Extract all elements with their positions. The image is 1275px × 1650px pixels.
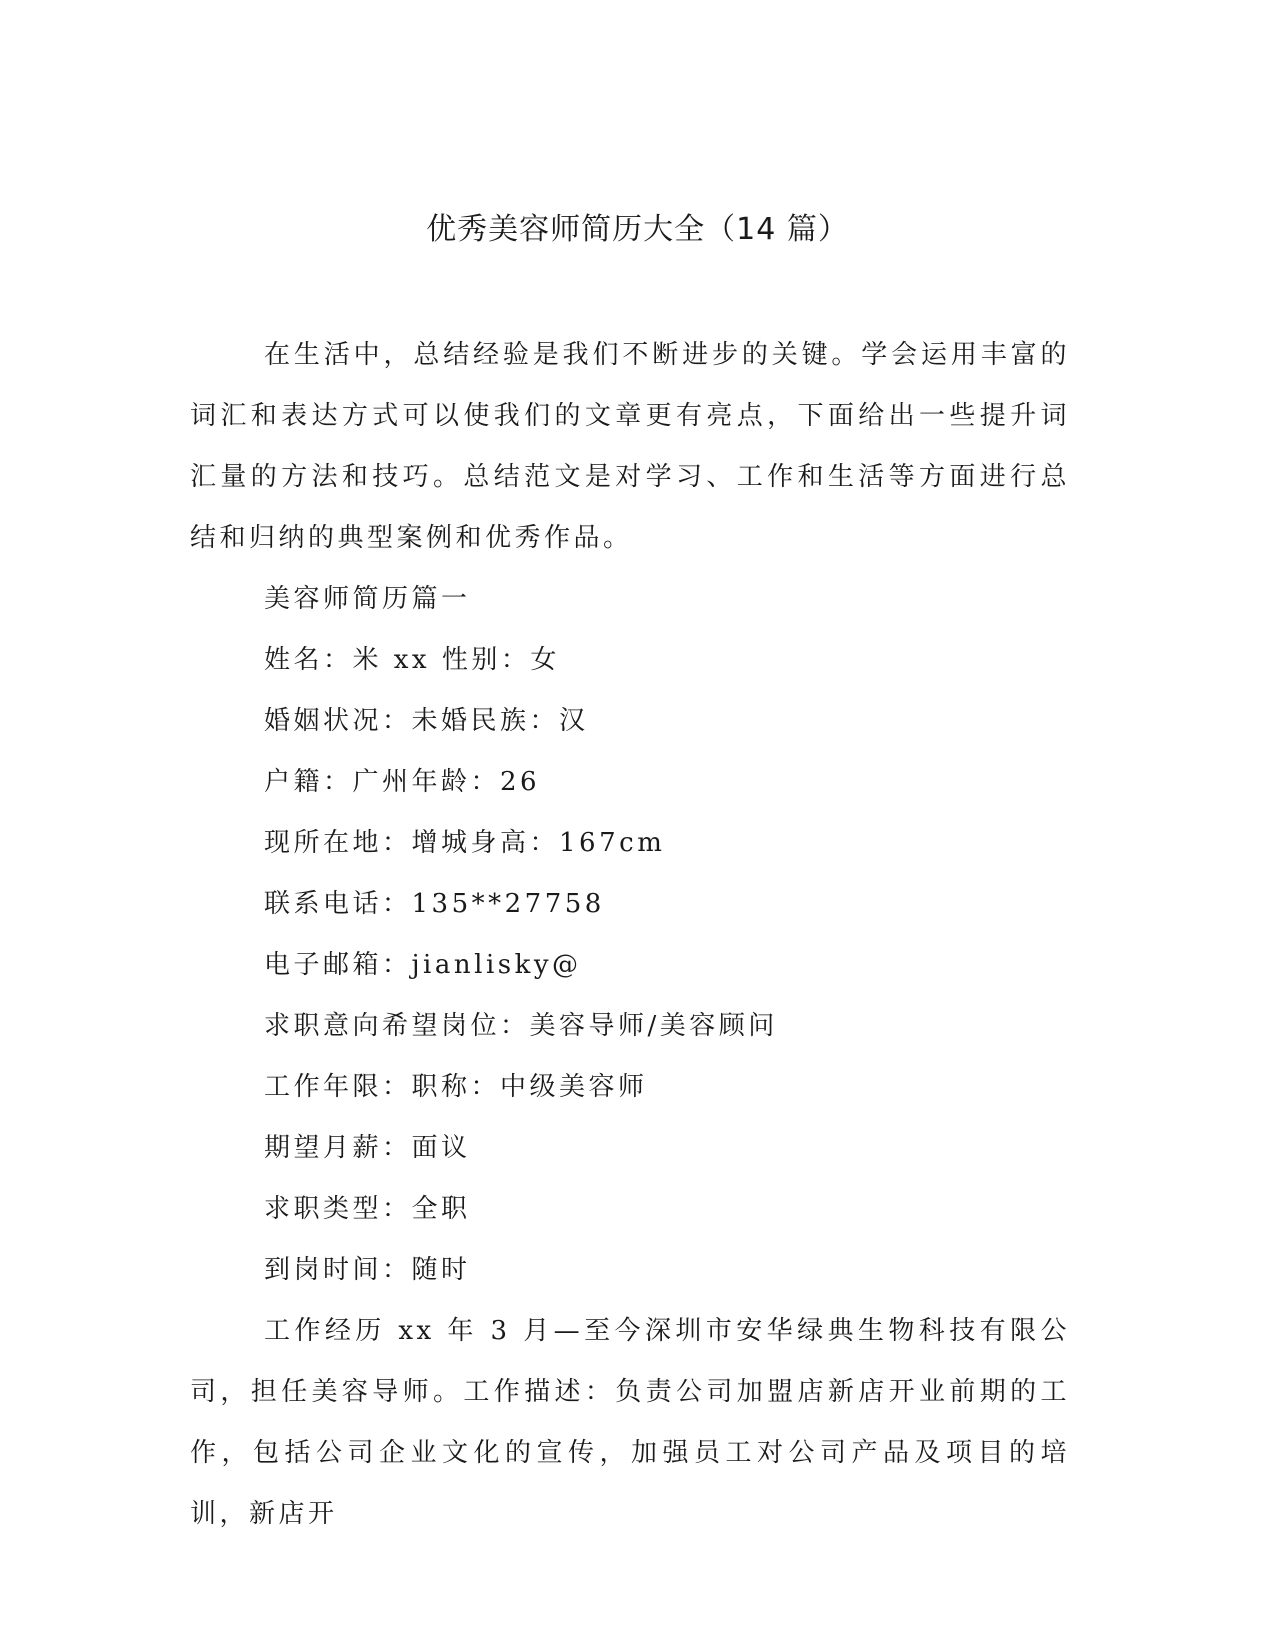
field-location-height: 现所在地：增城身高：167cm [264,828,666,858]
intro-paragraph: 在生活中，总结经验是我们不断进步的关键。学会运用丰富的词汇和表达方式可以使我们的文章更有亮点，下面给出一些提升词汇量的方法和技巧。总结范文是对学习、工作和生活等方面进行总结和归纳的典型案例和优秀作品。 [190,340,1070,553]
field-name-gender: 姓名：米 xx 性别：女 [264,645,560,675]
document-title: 优秀美容师简历大全（14 篇） [426,212,849,247]
document-body [190,325,1070,1545]
field-marital-ethnicity: 婚姻状况：未婚民族：汉 [264,706,589,736]
field-desired-position: 求职意向希望岗位：美容导师/美容顾问 [264,1011,778,1041]
experience-paragraph: 工作经历 xx 年 3 月—至今深圳市安华绿典生物科技有限公司，担任美容导师。工作描述：负责公司加盟店新店开业前期的工作，包括公司企业文化的宣传，加强员工对公司产品及项目的培训，新店开 [190,1316,1070,1529]
field-hometown-age: 户籍：广州年龄：26 [264,767,541,797]
field-work-years-title: 工作年限：职称：中级美容师 [264,1072,648,1102]
field-start-time: 到岗时间：随时 [264,1255,471,1285]
section-heading: 美容师简历篇一 [264,584,471,614]
field-email: 电子邮箱：jianlisky@ [264,950,582,980]
field-phone: 联系电话：135**27758 [264,889,605,919]
field-job-type: 求职类型：全职 [264,1194,471,1224]
field-expected-salary: 期望月薪：面议 [264,1133,471,1163]
